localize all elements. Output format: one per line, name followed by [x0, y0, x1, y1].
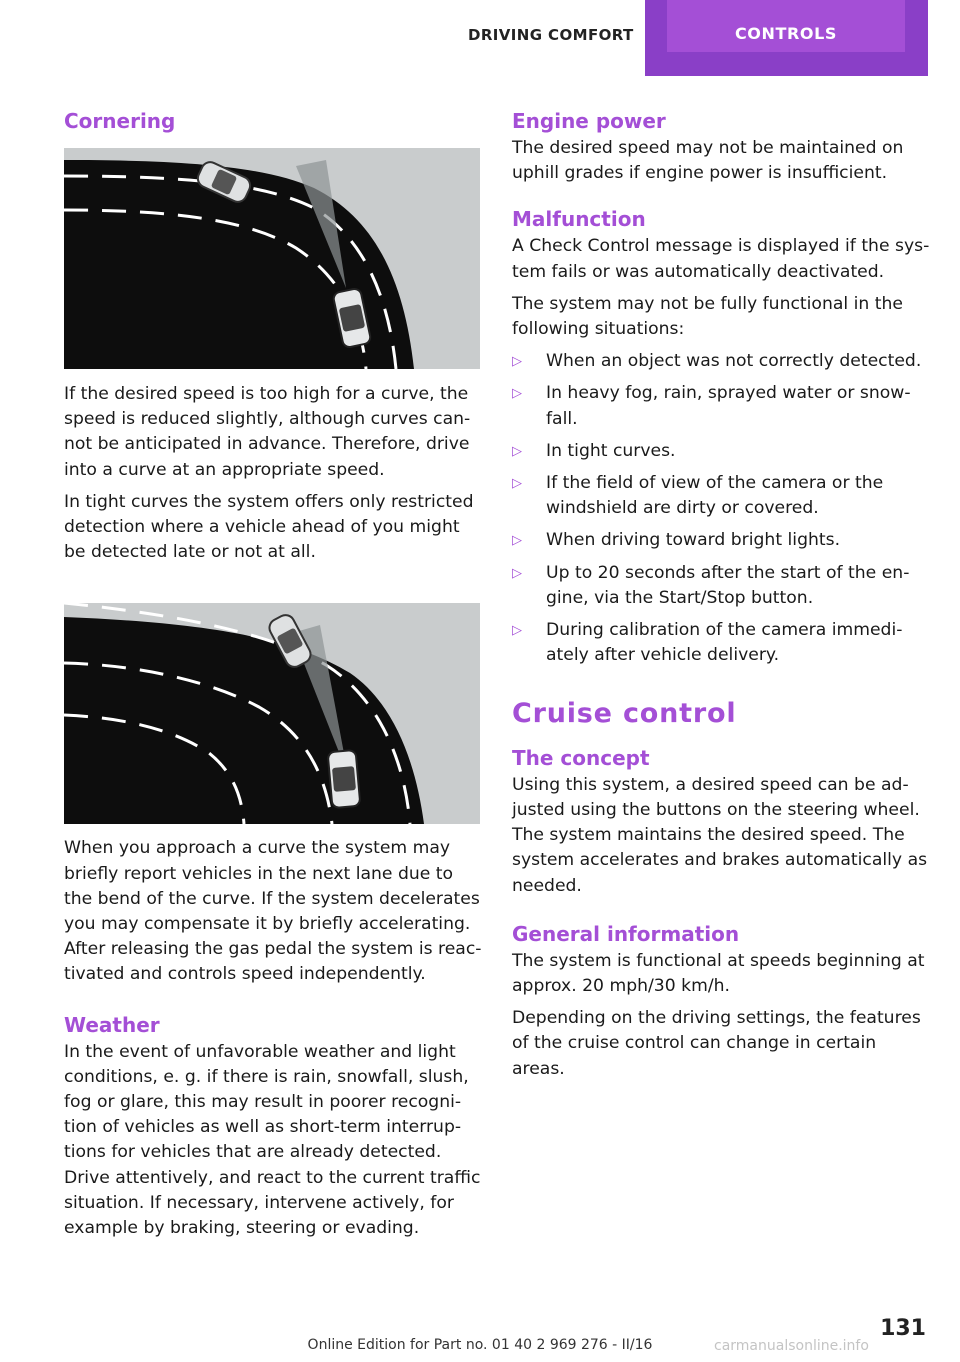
- curve-paragraph: When you approach a curve the system may briefly report vehicles in the next lane due to the bend of the curve. If the system decelerates you may compensate it by briefly accelerating. After releasing the gas pedal the system is reactivated and controls speed independently.: [64, 838, 482, 985]
- list-item: ▷ In heavy fog, rain, sprayed water or snowfall.: [512, 383, 911, 429]
- page-header: [0, 0, 960, 76]
- cornering-paragraph-2: In tight curves the system offers only restricted detection where a vehicle ahead of you might be detected late or not at all.: [64, 491, 474, 563]
- list-item: ▷ If the field of view of the camera or the windshield are dirty or covered.: [512, 473, 884, 519]
- triangle-bullet-icon: ▷: [512, 354, 522, 370]
- edition-footer: Online Edition for Part no. 01 40 2 969 276 - II/16: [307, 1337, 653, 1353]
- weather-heading: Weather: [64, 1012, 160, 1037]
- cornering-heading: Cornering: [64, 109, 176, 133]
- cornering-illustration-1: [64, 148, 480, 369]
- malfunction-heading: Malfunction: [512, 207, 646, 232]
- engine-power-heading: Engine power: [512, 109, 666, 133]
- general-paragraph-1: The system is functional at speeds beginning at approx. 20 mph/30 km/h.: [512, 950, 925, 997]
- malfunction-paragraph-2: The system may not be fully functional in the following situations:: [512, 293, 903, 340]
- triangle-bullet-icon: ▷: [512, 623, 522, 639]
- situations-list: [512, 349, 930, 668]
- list-item: ▷ Up to 20 seconds after the start of the engine, via the Start/Stop button.: [512, 562, 910, 608]
- right-column: [512, 108, 930, 1082]
- triangle-bullet-icon: ▷: [512, 476, 522, 492]
- malfunction-paragraph-1: A Check Control message is displayed if the system fails or was automatically deactivated.: [512, 236, 930, 282]
- list-item: ▷ When an object was not correctly detected.: [512, 349, 930, 374]
- section-title: DRIVING COMFORT: [468, 26, 634, 44]
- left-column: [64, 108, 482, 1241]
- list-item: ▷ In tight curves.: [512, 439, 930, 464]
- triangle-bullet-icon: ▷: [512, 443, 522, 459]
- concept-paragraph: Using this system, a desired speed can be adjusted using the buttons on the steering wheel. The system maintains the desired speed. The system accelerates and brakes automatically as needed.: [512, 774, 928, 896]
- general-paragraph-2: Depending on the driving settings, the features of the cruise control can change in certain areas.: [512, 1008, 921, 1079]
- triangle-bullet-icon: ▷: [512, 533, 522, 549]
- cruise-control-heading: Cruise control: [512, 698, 737, 730]
- triangle-bullet-icon: ▷: [512, 565, 522, 581]
- engine-power-paragraph: The desired speed may not be maintained on uphill grades if engine power is insufficient.: [512, 138, 904, 184]
- cornering-illustration-2: [64, 603, 480, 824]
- watermark: carmanualsonline.info: [714, 1338, 869, 1354]
- weather-paragraph: In the event of unfavorable weather and light conditions, e. g. if there is rain, snowfall, slush, fog or glare, this may result in poorer recognition of vehicles as well as short-term interruptions for vehicles that are already detected. Drive attentively, and react to the current traffic situation. If necessary, intervene actively, for example by braking, steering or evading.: [64, 1041, 481, 1239]
- page-number: 131: [880, 1316, 926, 1341]
- triangle-bullet-icon: ▷: [512, 386, 522, 402]
- list-item: ▷ During calibration of the camera immediately after vehicle delivery.: [512, 620, 903, 666]
- chapter-title: CONTROLS: [734, 24, 838, 43]
- cornering-paragraph-1: If the desired speed is too high for a curve, the speed is reduced slightly, although curves cannot be anticipated in advance. Therefore, drive into a curve at an appropriate speed.: [64, 384, 471, 480]
- general-information-heading: General information: [512, 921, 740, 946]
- concept-heading: The concept: [512, 745, 650, 770]
- list-item: ▷ When driving toward bright lights.: [512, 528, 930, 553]
